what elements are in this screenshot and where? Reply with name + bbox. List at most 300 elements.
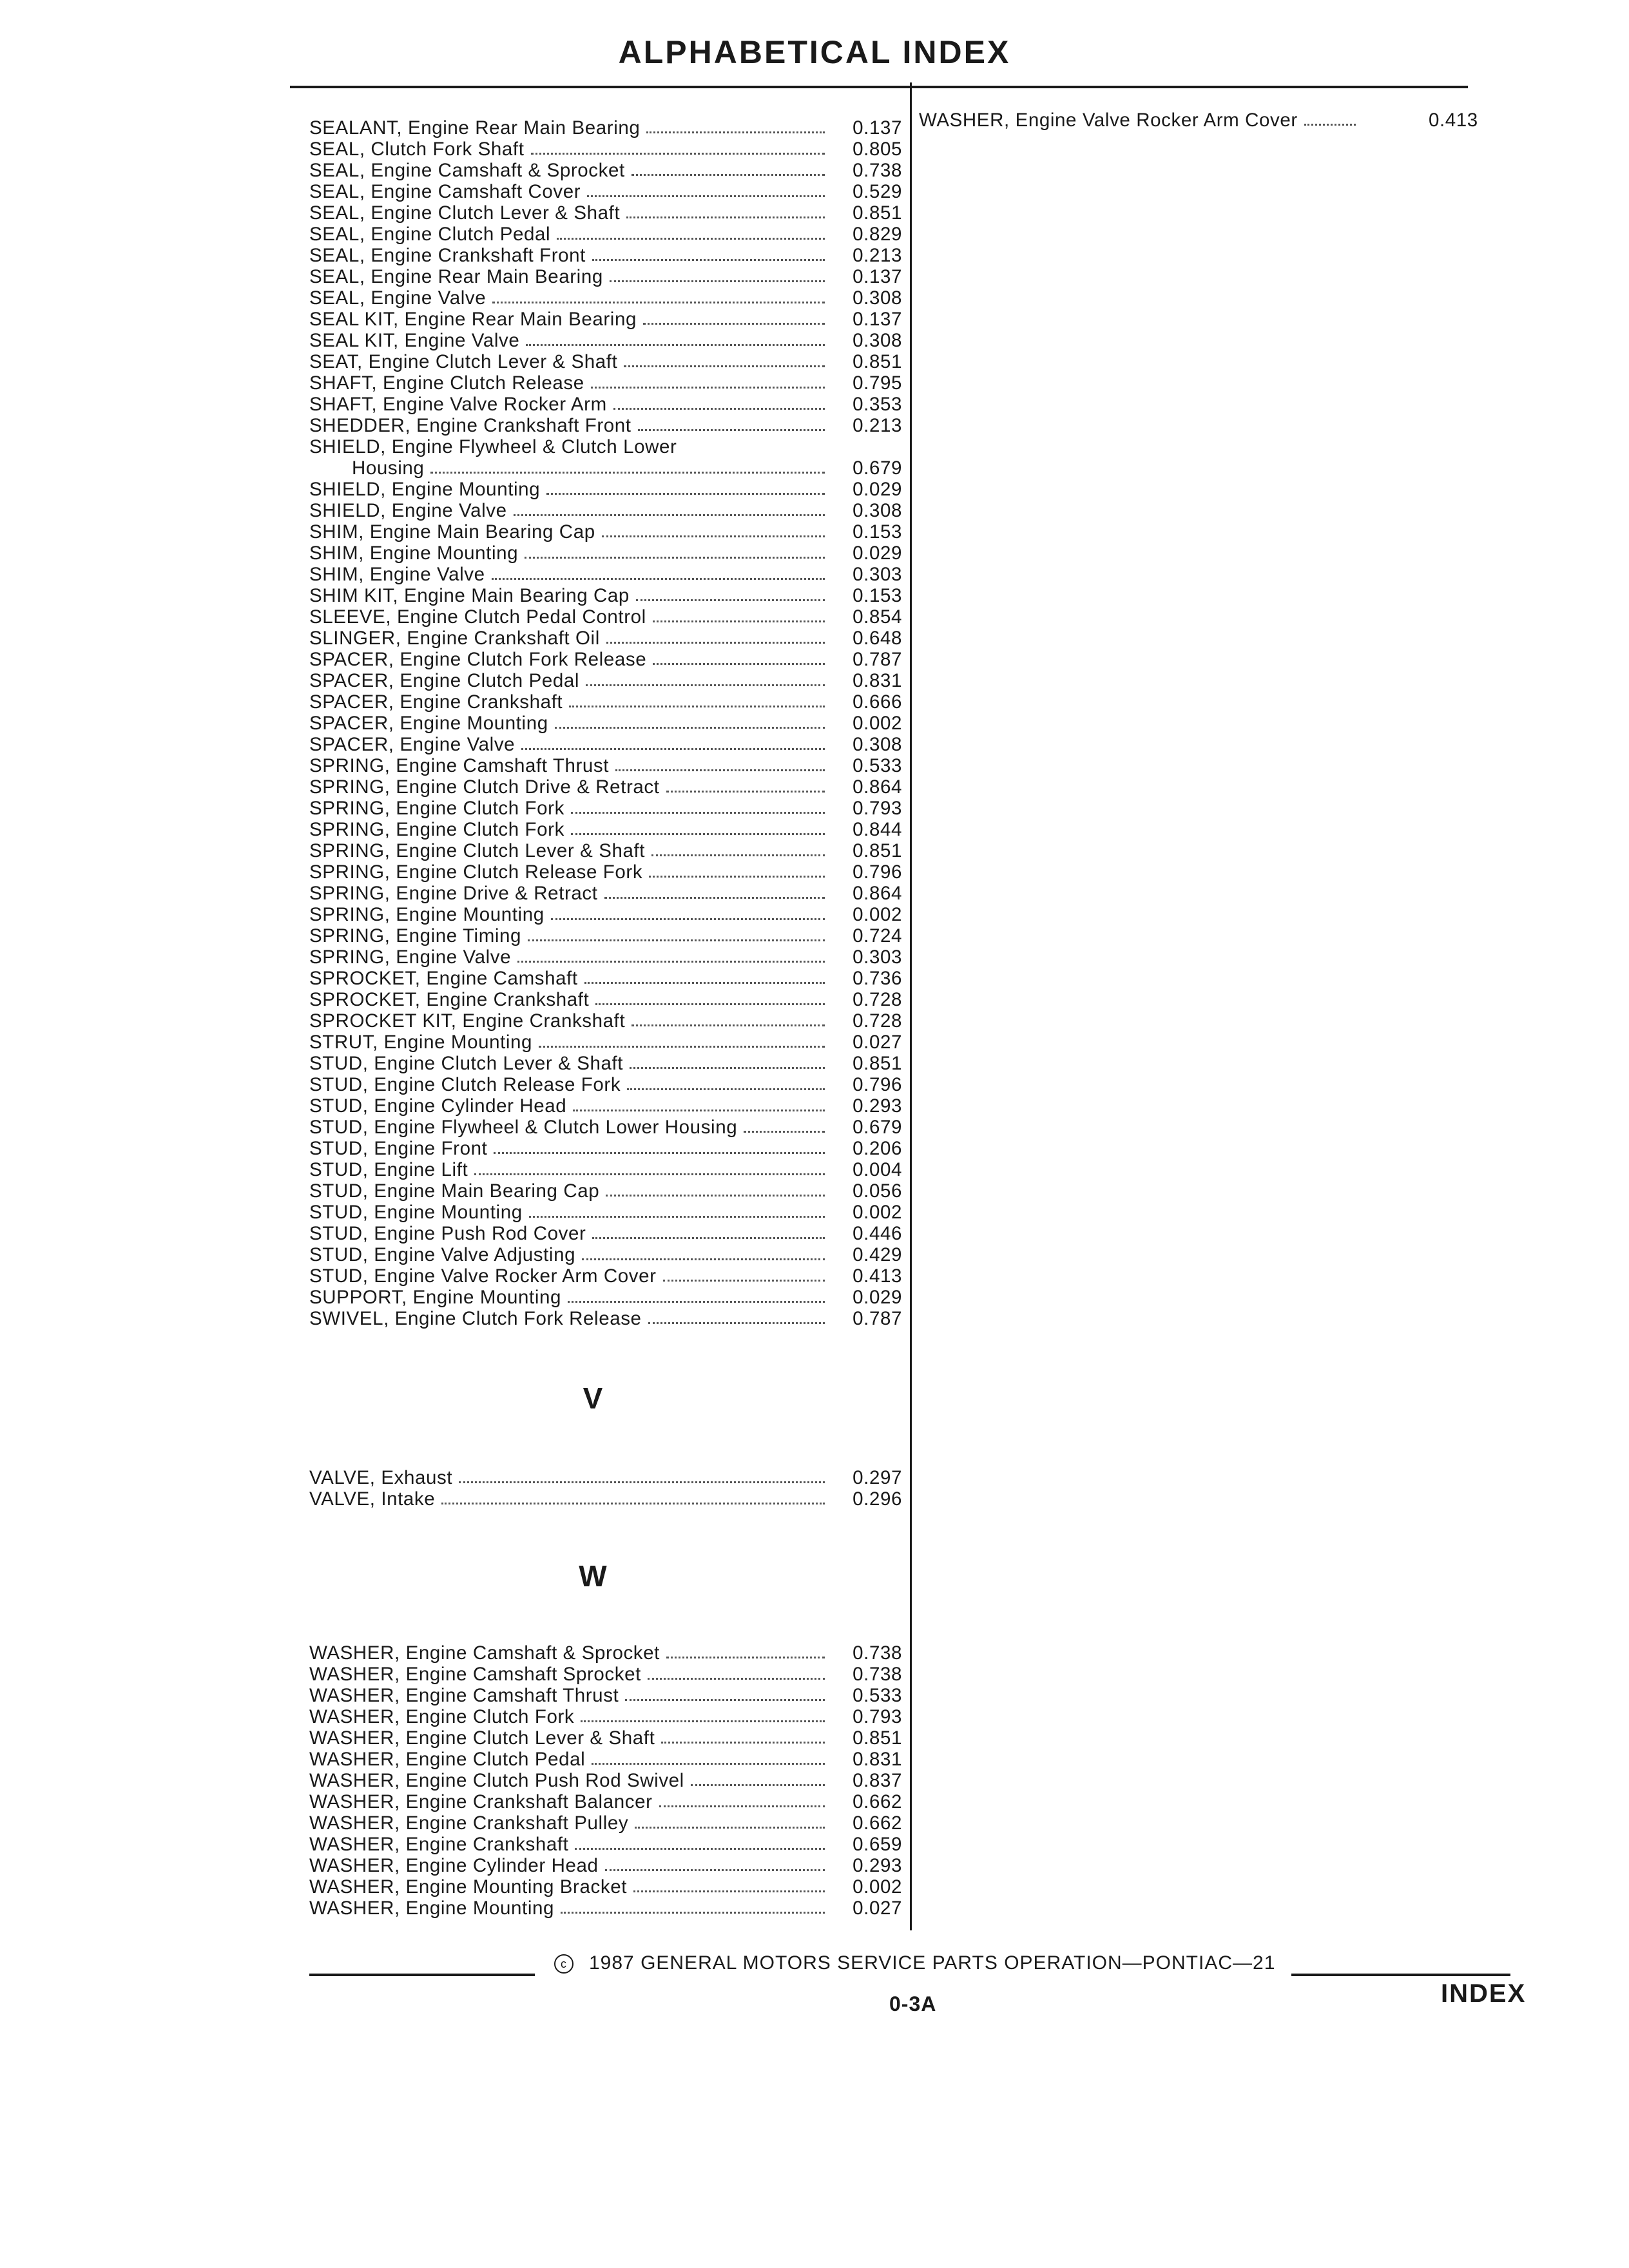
index-entry xyxy=(309,1664,902,1685)
header-rule xyxy=(290,86,1468,88)
leader-dots xyxy=(602,535,825,537)
entry-label: STUD, Engine Front xyxy=(309,1138,488,1159)
entry-label: WASHER, Engine Mounting xyxy=(309,1898,554,1919)
entry-label: SHIELD, Engine Mounting xyxy=(309,479,541,500)
entry-page: 0.793 xyxy=(853,1706,902,1727)
page-number: 0-3A xyxy=(889,1992,937,2015)
leader-dots xyxy=(624,365,825,367)
entry-page: 0.796 xyxy=(853,1074,902,1095)
leader-dots xyxy=(613,408,825,410)
index-list-v xyxy=(309,1467,902,1510)
index-entry xyxy=(309,287,902,309)
leader-dots xyxy=(430,472,825,474)
entry-page: 0.002 xyxy=(853,1876,902,1898)
index-entry xyxy=(309,989,902,1010)
entry-label: SEAL, Clutch Fork Shaft xyxy=(309,139,525,160)
entry-label: SHEDDER, Engine Crankshaft Front xyxy=(309,415,631,436)
entry-label: SUPPORT, Engine Mounting xyxy=(309,1287,562,1308)
entry-page: 0.851 xyxy=(853,202,902,224)
index-entry xyxy=(309,1159,902,1180)
leader-dots xyxy=(441,1503,825,1504)
index-entry xyxy=(309,1223,902,1244)
leader-dots xyxy=(592,1763,825,1765)
leader-dots xyxy=(630,1067,825,1069)
index-entry xyxy=(309,1876,902,1898)
entry-label: SLEEVE, Engine Clutch Pedal Control xyxy=(309,606,646,628)
index-entry: SHIELD, Engine Flywheel & Clutch Lower xyxy=(309,436,677,457)
leader-dots xyxy=(638,429,825,431)
entry-page: 0.137 xyxy=(853,309,902,330)
leader-dots xyxy=(648,1678,825,1680)
index-entry xyxy=(309,457,902,479)
entry-page: 0.864 xyxy=(853,883,902,904)
index-entry xyxy=(309,1010,902,1032)
index-entry xyxy=(309,1138,902,1159)
index-entry xyxy=(309,798,902,819)
entry-label: SPRING, Engine Mounting xyxy=(309,904,545,925)
entry-page: 0.137 xyxy=(853,266,902,287)
leader-dots xyxy=(605,1869,825,1871)
entry-label: SEAL KIT, Engine Valve xyxy=(309,330,520,351)
entry-page: 0.837 xyxy=(853,1770,902,1791)
entry-page: 0.793 xyxy=(853,798,902,819)
leader-dots xyxy=(587,195,825,197)
entry-label: SPACER, Engine Crankshaft xyxy=(309,691,563,713)
leader-dots xyxy=(568,1301,825,1303)
entry-page: 0.648 xyxy=(853,628,902,649)
entry-page: 0.831 xyxy=(853,670,902,691)
entry-page: 0.002 xyxy=(853,713,902,734)
entry-page: 0.308 xyxy=(853,734,902,755)
entry-page: 0.002 xyxy=(853,904,902,925)
leader-dots xyxy=(474,1173,825,1175)
entry-label: STUD, Engine Clutch Lever & Shaft xyxy=(309,1053,624,1074)
entry-label: SEALANT, Engine Rear Main Bearing xyxy=(309,117,641,139)
entry-page: 0.004 xyxy=(853,1159,902,1180)
entry-page: 0.666 xyxy=(853,691,902,713)
leader-dots xyxy=(592,1237,825,1239)
index-entry xyxy=(309,713,902,734)
entry-page: 0.303 xyxy=(853,564,902,585)
entry-label: SPRING, Engine Drive & Retract xyxy=(309,883,598,904)
leader-dots xyxy=(649,876,825,878)
leader-dots xyxy=(659,1805,825,1807)
leader-dots xyxy=(571,833,825,835)
index-entry xyxy=(309,543,902,564)
entry-page: 0.851 xyxy=(853,351,902,372)
entry-label: SEAL, Engine Camshaft Cover xyxy=(309,181,581,202)
leader-dots xyxy=(633,1890,825,1892)
entry-page: 0.844 xyxy=(853,819,902,840)
entry-page: 0.829 xyxy=(853,224,902,245)
index-entry xyxy=(309,1308,902,1329)
leader-dots xyxy=(492,578,825,580)
index-entry xyxy=(309,202,902,224)
index-entry xyxy=(309,1812,902,1834)
index-entry xyxy=(309,1117,902,1138)
entry-label: STUD, Engine Mounting xyxy=(309,1202,523,1223)
index-entry xyxy=(309,670,902,691)
entry-page: 0.787 xyxy=(853,1308,902,1329)
leader-dots xyxy=(492,302,825,303)
index-list-s xyxy=(309,117,902,1329)
entry-label: STUD, Engine Cylinder Head xyxy=(309,1095,567,1117)
leader-dots xyxy=(575,1848,825,1850)
entry-page: 0.831 xyxy=(853,1749,902,1770)
entry-page: 0.293 xyxy=(853,1095,902,1117)
footer-text: 1987 GENERAL MOTORS SERVICE PARTS OPERATION—PONTIAC—21 xyxy=(589,1952,1276,1974)
entry-label: Housing xyxy=(352,457,425,479)
index-entry xyxy=(309,1706,902,1727)
entry-label: WASHER, Engine Clutch Lever & Shaft xyxy=(309,1727,655,1749)
index-entry xyxy=(309,904,902,925)
leader-dots xyxy=(555,727,825,729)
index-entry xyxy=(309,1898,902,1919)
entry-label: SEAT, Engine Clutch Lever & Shaft xyxy=(309,351,618,372)
entry-page: 0.851 xyxy=(853,1053,902,1074)
index-entry xyxy=(309,1244,902,1265)
entry-label: WASHER, Engine Camshaft Sprocket xyxy=(309,1664,641,1685)
index-entry xyxy=(309,160,902,181)
index-entry xyxy=(309,245,902,266)
leader-dots xyxy=(582,1258,825,1260)
entry-label: STUD, Engine Clutch Release Fork xyxy=(309,1074,621,1095)
entry-label: WASHER, Engine Valve Rocker Arm Cover xyxy=(919,110,1298,131)
entry-page: 0.851 xyxy=(853,840,902,861)
entry-label: STUD, Engine Lift xyxy=(309,1159,468,1180)
leader-dots xyxy=(653,620,825,622)
entry-label: WASHER, Engine Crankshaft Balancer xyxy=(309,1791,653,1812)
index-entry xyxy=(309,1770,902,1791)
index-entry xyxy=(309,861,902,883)
entry-label: WASHER, Engine Cylinder Head xyxy=(309,1855,599,1876)
entry-page: 0.206 xyxy=(853,1138,902,1159)
entry-label: SEAL KIT, Engine Rear Main Bearing xyxy=(309,309,637,330)
entry-label: SEAL, Engine Rear Main Bearing xyxy=(309,266,603,287)
entry-page: 0.787 xyxy=(853,649,902,670)
entry-label: SEAL, Engine Clutch Pedal xyxy=(309,224,551,245)
entry-label: SPACER, Engine Clutch Pedal xyxy=(309,670,580,691)
index-entry xyxy=(309,649,902,670)
entry-page: 0.153 xyxy=(853,521,902,543)
entry-page: 0.738 xyxy=(853,1642,902,1664)
leader-dots xyxy=(661,1742,825,1744)
leader-dots xyxy=(561,1912,825,1914)
entry-page: 0.029 xyxy=(853,1287,902,1308)
index-entry xyxy=(309,330,902,351)
entry-label: WASHER, Engine Crankshaft Pulley xyxy=(309,1812,629,1834)
index-entry xyxy=(309,1488,902,1510)
index-entry xyxy=(309,776,902,798)
entry-page: 0.353 xyxy=(853,394,902,415)
entry-page: 0.056 xyxy=(853,1180,902,1202)
leader-dots xyxy=(653,663,825,665)
entry-label: SPRING, Engine Clutch Fork xyxy=(309,819,564,840)
index-entry xyxy=(309,309,902,330)
leader-dots xyxy=(529,1216,825,1218)
index-entry xyxy=(309,394,902,415)
entry-label: WASHER, Engine Camshaft Thrust xyxy=(309,1685,619,1706)
leader-dots xyxy=(586,684,825,686)
entry-label: STUD, Engine Push Rod Cover xyxy=(309,1223,586,1244)
index-entry xyxy=(309,1095,902,1117)
entry-page: 0.796 xyxy=(853,861,902,883)
entry-page: 0.724 xyxy=(853,925,902,947)
entry-label: SPACER, Engine Valve xyxy=(309,734,516,755)
leader-dots xyxy=(459,1481,825,1483)
leader-dots xyxy=(494,1152,825,1154)
footer-copyright xyxy=(554,1952,1275,1974)
entry-label: WASHER, Engine Clutch Push Rod Swivel xyxy=(309,1770,684,1791)
section-letter-w: W xyxy=(579,1559,607,1593)
entry-page: 0.738 xyxy=(853,160,902,181)
leader-dots xyxy=(514,514,825,516)
leader-dots xyxy=(627,1088,825,1090)
leader-dots xyxy=(615,769,825,771)
index-entry xyxy=(309,1855,902,1876)
index-entry xyxy=(309,585,902,606)
index-entry xyxy=(919,110,1499,131)
entry-page: 0.213 xyxy=(853,415,902,436)
index-entry xyxy=(309,1727,902,1749)
entry-label: STUD, Engine Valve Rocker Arm Cover xyxy=(309,1265,657,1287)
leader-dots xyxy=(631,174,825,176)
entry-label: SPROCKET, Engine Crankshaft xyxy=(309,989,590,1010)
index-entry xyxy=(309,968,902,989)
leader-dots xyxy=(591,387,825,389)
entry-page: 0.659 xyxy=(853,1834,902,1855)
leader-dots xyxy=(636,599,825,601)
leader-dots xyxy=(584,982,825,984)
entry-page: 0.153 xyxy=(853,585,902,606)
entry-label: SHAFT, Engine Clutch Release xyxy=(309,372,584,394)
leader-dots xyxy=(531,153,825,155)
index-entry xyxy=(309,1202,902,1223)
entry-label: SPROCKET, Engine Camshaft xyxy=(309,968,578,989)
index-entry xyxy=(309,1032,902,1053)
entry-page: 0.027 xyxy=(853,1898,902,1919)
entry-label: SWIVEL, Engine Clutch Fork Release xyxy=(309,1308,642,1329)
entry-label: SHIM, Engine Mounting xyxy=(309,543,519,564)
section-letter-v: V xyxy=(583,1381,603,1415)
index-entry xyxy=(309,1834,902,1855)
leader-dots xyxy=(592,259,825,261)
index-entry xyxy=(309,819,902,840)
entry-page: 0.864 xyxy=(853,776,902,798)
leader-dots xyxy=(631,1024,825,1026)
index-entry xyxy=(309,564,902,585)
leader-dots xyxy=(663,1280,825,1282)
entry-label: SPRING, Engine Clutch Lever & Shaft xyxy=(309,840,646,861)
leader-dots xyxy=(744,1131,825,1133)
entry-label: SPACER, Engine Clutch Fork Release xyxy=(309,649,647,670)
entry-label: SHIM KIT, Engine Main Bearing Cap xyxy=(309,585,630,606)
entry-label: STUD, Engine Main Bearing Cap xyxy=(309,1180,600,1202)
entry-page: 0.529 xyxy=(853,181,902,202)
entry-page: 0.297 xyxy=(853,1467,902,1488)
index-entry xyxy=(309,1053,902,1074)
leader-dots xyxy=(691,1784,825,1786)
leader-dots xyxy=(569,706,825,707)
leader-dots xyxy=(571,812,825,814)
entry-page: 0.446 xyxy=(853,1223,902,1244)
entry-label: SEAL, Engine Camshaft & Sprocket xyxy=(309,160,625,181)
leader-dots xyxy=(610,280,825,282)
page-title: ALPHABETICAL INDEX xyxy=(618,34,1011,70)
copyright-icon: c xyxy=(554,1954,574,1974)
section-label: INDEX xyxy=(1441,1979,1527,2008)
entry-label: SPACER, Engine Mounting xyxy=(309,713,548,734)
entry-page: 0.736 xyxy=(853,968,902,989)
index-entry xyxy=(309,628,902,649)
leader-dots xyxy=(606,642,825,644)
entry-page: 0.293 xyxy=(853,1855,902,1876)
column-divider xyxy=(910,82,912,1930)
leader-dots xyxy=(546,493,825,495)
leader-dots xyxy=(646,131,825,133)
footer-rule-right xyxy=(1291,1974,1510,1976)
index-entry xyxy=(309,1467,902,1488)
leader-dots xyxy=(635,1827,825,1829)
index-entry xyxy=(309,840,902,861)
index-entry xyxy=(309,1749,902,1770)
entry-page: 0.029 xyxy=(853,543,902,564)
entry-label: SHAFT, Engine Valve Rocker Arm xyxy=(309,394,607,415)
entry-label: STUD, Engine Flywheel & Clutch Lower Housing xyxy=(309,1117,738,1138)
leader-dots xyxy=(625,1699,825,1701)
entry-page: 0.002 xyxy=(853,1202,902,1223)
entry-page: 0.413 xyxy=(853,1265,902,1287)
entry-label: WASHER, Engine Clutch Pedal xyxy=(309,1749,586,1770)
entry-label: SPRING, Engine Valve xyxy=(309,947,512,968)
leader-dots xyxy=(595,1003,825,1005)
entry-label: SPROCKET KIT, Engine Crankshaft xyxy=(309,1010,626,1032)
index-entry xyxy=(309,1685,902,1706)
leader-dots xyxy=(581,1720,825,1722)
entry-page: 0.303 xyxy=(853,947,902,968)
entry-label: SEAL, Engine Clutch Lever & Shaft xyxy=(309,202,621,224)
index-entry xyxy=(309,1180,902,1202)
index-entry xyxy=(309,1642,902,1664)
index-entry xyxy=(309,372,902,394)
entry-label: SPRING, Engine Clutch Fork xyxy=(309,798,564,819)
entry-label: SPRING, Engine Clutch Drive & Retract xyxy=(309,776,660,798)
entry-page: 0.029 xyxy=(853,479,902,500)
leader-dots xyxy=(651,854,825,856)
entry-label: WASHER, Engine Mounting Bracket xyxy=(309,1876,627,1898)
right-column xyxy=(919,110,1499,131)
entry-label: WASHER, Engine Clutch Fork xyxy=(309,1706,575,1727)
leader-dots xyxy=(539,1046,825,1048)
entry-page: 0.027 xyxy=(853,1032,902,1053)
index-entry xyxy=(309,479,902,500)
index-entry xyxy=(309,755,902,776)
leader-dots xyxy=(666,1657,825,1658)
leader-dots xyxy=(1304,124,1356,126)
leader-dots xyxy=(666,791,825,793)
entry-label: SEAL, Engine Valve xyxy=(309,287,487,309)
entry-page: 0.662 xyxy=(853,1791,902,1812)
index-entry xyxy=(309,139,902,160)
entry-page: 0.413 xyxy=(1428,110,1478,131)
entry-label: VALVE, Exhaust xyxy=(309,1467,453,1488)
leader-dots xyxy=(626,216,825,218)
index-entry xyxy=(309,1791,902,1812)
entry-page: 0.308 xyxy=(853,330,902,351)
entry-label: VALVE, Intake xyxy=(309,1488,436,1510)
index-list-w xyxy=(309,1642,902,1919)
entry-page: 0.308 xyxy=(853,500,902,521)
index-entry xyxy=(309,734,902,755)
entry-label: SHIM, Engine Main Bearing Cap xyxy=(309,521,595,543)
leader-dots xyxy=(604,897,825,899)
entry-page: 0.805 xyxy=(853,139,902,160)
footer-rule-left xyxy=(309,1974,535,1976)
entry-page: 0.213 xyxy=(853,245,902,266)
entry-page: 0.296 xyxy=(853,1488,902,1510)
entry-page: 0.679 xyxy=(853,457,902,479)
entry-label: SHIELD, Engine Valve xyxy=(309,500,507,521)
entry-label: SHIM, Engine Valve xyxy=(309,564,485,585)
index-list-right xyxy=(919,110,1499,131)
index-entry xyxy=(309,883,902,904)
index-entry xyxy=(309,521,902,543)
entry-page: 0.533 xyxy=(853,755,902,776)
index-entry xyxy=(309,181,902,202)
entry-label: SPRING, Engine Timing xyxy=(309,925,522,947)
leader-dots xyxy=(526,344,825,346)
entry-page: 0.795 xyxy=(853,372,902,394)
index-entry xyxy=(309,1287,902,1308)
entry-page: 0.662 xyxy=(853,1812,902,1834)
leader-dots xyxy=(525,557,825,559)
entry-label: STUD, Engine Valve Adjusting xyxy=(309,1244,576,1265)
index-entry xyxy=(309,351,902,372)
entry-label: SPRING, Engine Camshaft Thrust xyxy=(309,755,610,776)
leader-dots xyxy=(643,323,825,325)
leader-dots xyxy=(648,1322,825,1324)
entry-label: SLINGER, Engine Crankshaft Oil xyxy=(309,628,600,649)
entry-page: 0.738 xyxy=(853,1664,902,1685)
entry-page: 0.728 xyxy=(853,989,902,1010)
entry-page: 0.533 xyxy=(853,1685,902,1706)
leader-dots xyxy=(521,748,825,750)
index-entry xyxy=(309,117,902,139)
index-entry xyxy=(309,606,902,628)
index-entry xyxy=(309,1265,902,1287)
left-column xyxy=(309,117,902,1919)
entry-page: 0.137 xyxy=(853,117,902,139)
index-entry xyxy=(309,500,902,521)
entry-label: WASHER, Engine Crankshaft xyxy=(309,1834,569,1855)
entry-label: SEAL, Engine Crankshaft Front xyxy=(309,245,586,266)
leader-dots xyxy=(517,961,825,963)
leader-dots xyxy=(528,939,825,941)
leader-dots xyxy=(606,1195,825,1196)
index-entry xyxy=(309,224,902,245)
entry-page: 0.679 xyxy=(853,1117,902,1138)
index-entry xyxy=(309,947,902,968)
entry-page: 0.854 xyxy=(853,606,902,628)
leader-dots xyxy=(551,918,825,920)
entry-page: 0.728 xyxy=(853,1010,902,1032)
index-entry xyxy=(309,925,902,947)
entry-page: 0.308 xyxy=(853,287,902,309)
index-entry xyxy=(309,266,902,287)
leader-dots xyxy=(573,1110,825,1111)
leader-dots xyxy=(557,238,825,240)
entry-label: WASHER, Engine Camshaft & Sprocket xyxy=(309,1642,660,1664)
